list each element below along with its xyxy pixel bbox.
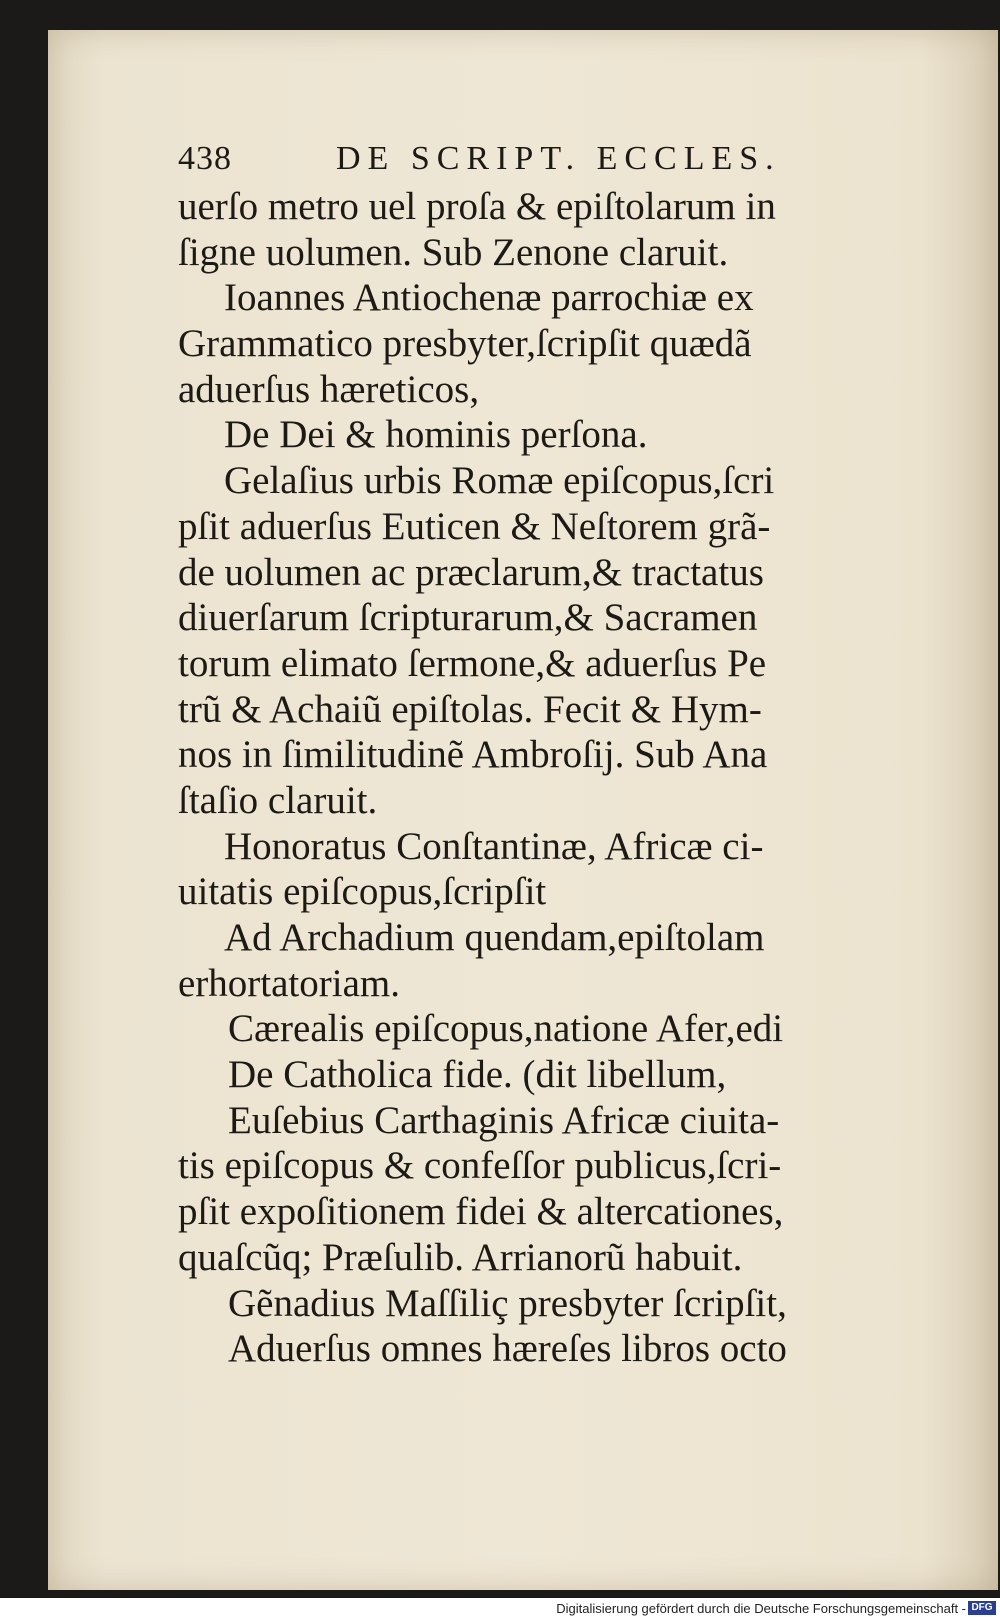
- text-line: diuerſarum ſcripturarum,& Sacramen: [178, 596, 758, 640]
- text-line: erhortatoriam.: [178, 961, 400, 1005]
- text-line: uitatis epiſcopus,ſcripſit: [178, 870, 547, 914]
- text-line: tis epiſcopus & confeſſor publicus,ſcri-: [178, 1144, 782, 1188]
- text-line: torum elimato ſermone,& aduerſus Pe: [178, 641, 767, 685]
- text-line: Cærealis epiſcopus,natione Afer,edi: [228, 1007, 784, 1051]
- running-title: DE SCRIPT. ECCLES.: [336, 140, 781, 177]
- text-line: De Dei & hominis perſona.: [224, 413, 648, 457]
- dfg-logo: DFG: [968, 1601, 996, 1615]
- funding-credit: Digitalisierung gefördert durch die Deutsche Forschungsgemeinschaft -: [556, 1601, 966, 1616]
- text-line: Aduerſus omnes hæreſes libros octo: [228, 1327, 787, 1371]
- text-line: de uolumen ac præclarum,& tractatus: [178, 550, 764, 594]
- text-line: quaſcũq; Præſulib. Arrianorũ habuit.: [178, 1235, 743, 1279]
- text-line: pſit aduerſus Euticen & Neſtorem grã-: [178, 504, 771, 548]
- digitization-footer: [0, 1598, 1000, 1620]
- text-line: uerſo metro uel proſa & epiſtolarum in: [178, 185, 776, 228]
- text-line: aduerſus hæreticos,: [178, 367, 480, 411]
- text-line: Honoratus Conſtantinæ, Africæ ci-: [224, 824, 764, 868]
- text-line: De Catholica fide. (dit libellum,: [228, 1053, 727, 1097]
- text-line: nos in ſimilitudinẽ Ambroſij. Sub Ana: [178, 733, 768, 777]
- page-header: [178, 140, 818, 180]
- text-line: ſtaſio claruit.: [178, 778, 378, 822]
- text-line: trũ & Achaiũ epiſtolas. Fecit & Hym-: [178, 687, 762, 731]
- page-number: 438: [178, 140, 232, 177]
- text-line: Ad Archadium quendam,epiſtolam: [224, 916, 765, 959]
- text-line: ſigne uolumen. Sub Zenone claruit.: [178, 230, 729, 274]
- text-line: Gẽnadius Maſſiliç presbyter ſcripſit,: [228, 1281, 787, 1325]
- page-body-text: [178, 184, 878, 1372]
- text-line: Ioannes Antiochenæ parrochiæ ex: [224, 276, 754, 320]
- text-line: Grammatico presbyter,ſcripſit quædã: [178, 322, 752, 366]
- text-line: Gelaſius urbis Romæ epiſcopus,ſcri: [224, 459, 775, 503]
- text-line: pſit expoſitionem fidei & altercationes,: [178, 1190, 784, 1234]
- text-line: Euſebius Carthaginis Africæ ciuita-: [228, 1098, 780, 1142]
